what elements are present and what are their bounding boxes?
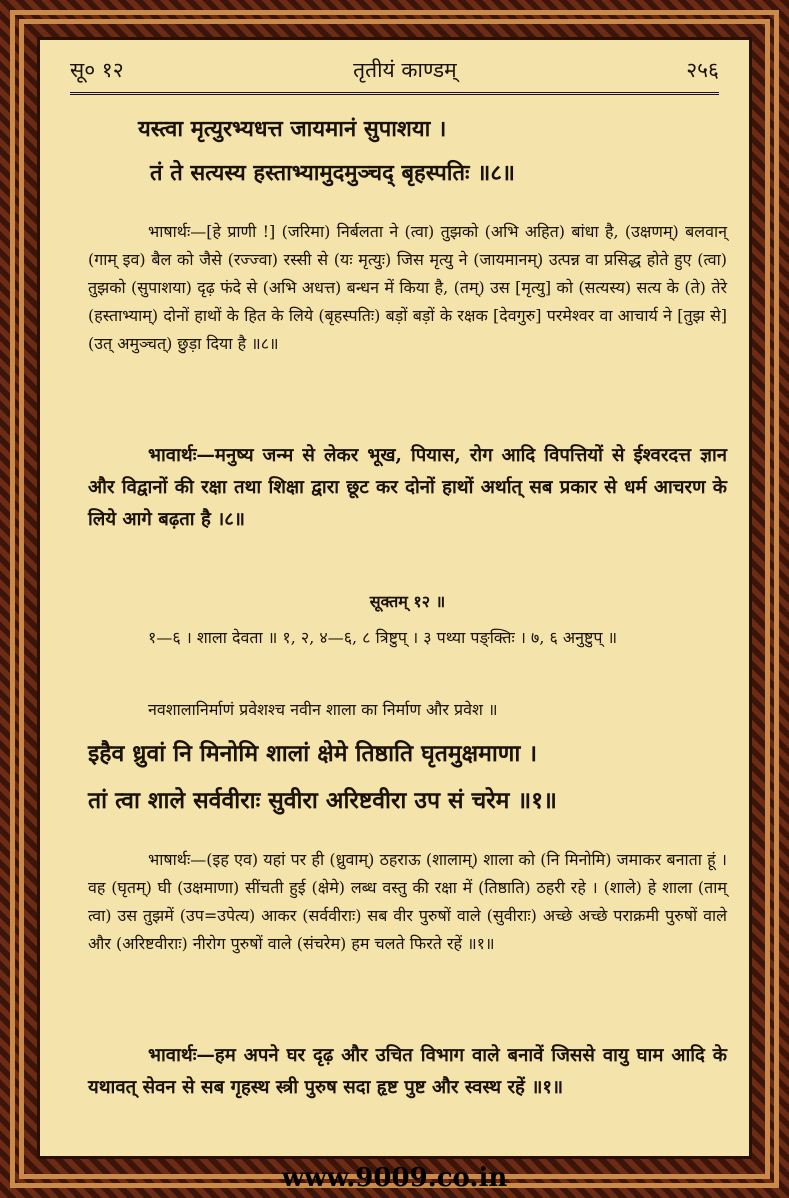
sukta-meta: १—६ । शाला देवता ॥ १, २, ४—६, ८ त्रिष्टुप् । ३ पथ्या पङ्क्तिः । ७, ६ अनुष्टुप् ॥ (148, 628, 618, 647)
kanda-title: तृतीयं काण्डम् (353, 58, 457, 82)
bhashartha-8: भाषार्थः—[हे प्राणी !] (जरिमा) निर्बलता ने (त्वा) तुझको (अभि अहित) बांधा है, (उक्षणम्) बलवान् (गाम् इव) बैल को जैसे (रज्ज्वा) रस्सी से (यः मृत्युः) जिस मृत्यु ने (जायमानम्) उत्पन्न वा प्रसिद्ध होते हुए (त्वा) तुझको (सुपाशया) दृढ़ फंदे से (अभि अधत्त) बन्धन में किया है, (तम्) उस [मृत्यु] को (सत्यस्य) सत्य के (ते) तेरे (हस्ताभ्याम्) दोनों हाथों के हित के लिये (बृहस्पतिः) बड़ों बड़ों के रक्षक [देवगुरु] परमेश्वर वा आचार्य ने [तुझ से] (उत् अमुञ्चत्) छुड़ा दिया है ॥८॥ (88, 222, 727, 353)
verse-1-line-1: इहैव ध्रुवां नि मिनोमि शालां क्षेमे तिष्ठाति घृतमुक्षमाणा । (88, 740, 538, 767)
page-number: २५६ (686, 58, 719, 82)
bhashartha-1: भाषार्थः—(इह एव) यहां पर ही (ध्रुवाम्) ठहराऊ (शालाम्) शाला को (नि मिनोमि) जमाकर बनाता हूं । वह (घृतम्) घी (उक्षमाणा) सींचती हुई (क्षेमे) लब्ध वस्तु की रक्षा में (तिष्ठाति) ठहरी रहे । (शाले) हे शाला (ताम् त्वा) उस तुझमें (उप=उपेत्य) आकर (सर्ववीराः) सब वीर पुरुषों वाले (सुवीराः) अच्छे अच्छे पराक्रमी पुरुषों वाले और (अरिष्टवीराः) नीरोग पुरुषों वाले (संचरेम) हम चलते फिरते रहें ॥१॥ (88, 850, 727, 953)
sukta-title: सूक्तम् १२ ॥ (369, 592, 446, 611)
verse-8-line-2: तं ते सत्यस्य हस्ताभ्यामुदमुञ्चद् बृहस्पतिः ॥८॥ (150, 160, 515, 186)
bhavartha-1: भावार्थः—हम अपने घर दृढ़ और उचित विभाग वाले बनावें जिससे वायु घाम आदि के यथावत् सेवन से सब गृहस्थ स्त्री पुरुष सदा हृष्ट पुष्ट और स्वस्थ रहें ॥१॥ (88, 1045, 727, 1098)
website-footer: www.9009.co.in (281, 1163, 508, 1193)
verse-1-line-2: तां त्वा शाले सर्ववीराः सुवीरा अरिष्टवीरा उप सं चरेम ॥१॥ (88, 787, 557, 814)
page (37, 37, 752, 1159)
page-header (70, 50, 719, 90)
sukta-subject: नवशालानिर्माणं प्रवेशश्च नवीन शाला का निर्माण और प्रवेश ॥ (148, 700, 498, 719)
bhavartha-8: भावार्थः—मनुष्य जन्म से लेकर भूख, पियास, रोग आदि विपत्तियों से ईश्वरदत्त ज्ञान और विद्वानों की रक्षा तथा शिक्षा द्वारा छूट कर दोनों हाथों अर्थात् सब प्रकार से धर्म आचरण के लिये आगे बढ़ता है ।८॥ (88, 445, 727, 530)
header-rule (70, 92, 719, 95)
sukta-number: सू० १२ (70, 58, 124, 82)
verse-8-line-1: यस्त्वा मृत्युरभ्यधत्त जायमानं सुपाशया । (138, 116, 447, 142)
